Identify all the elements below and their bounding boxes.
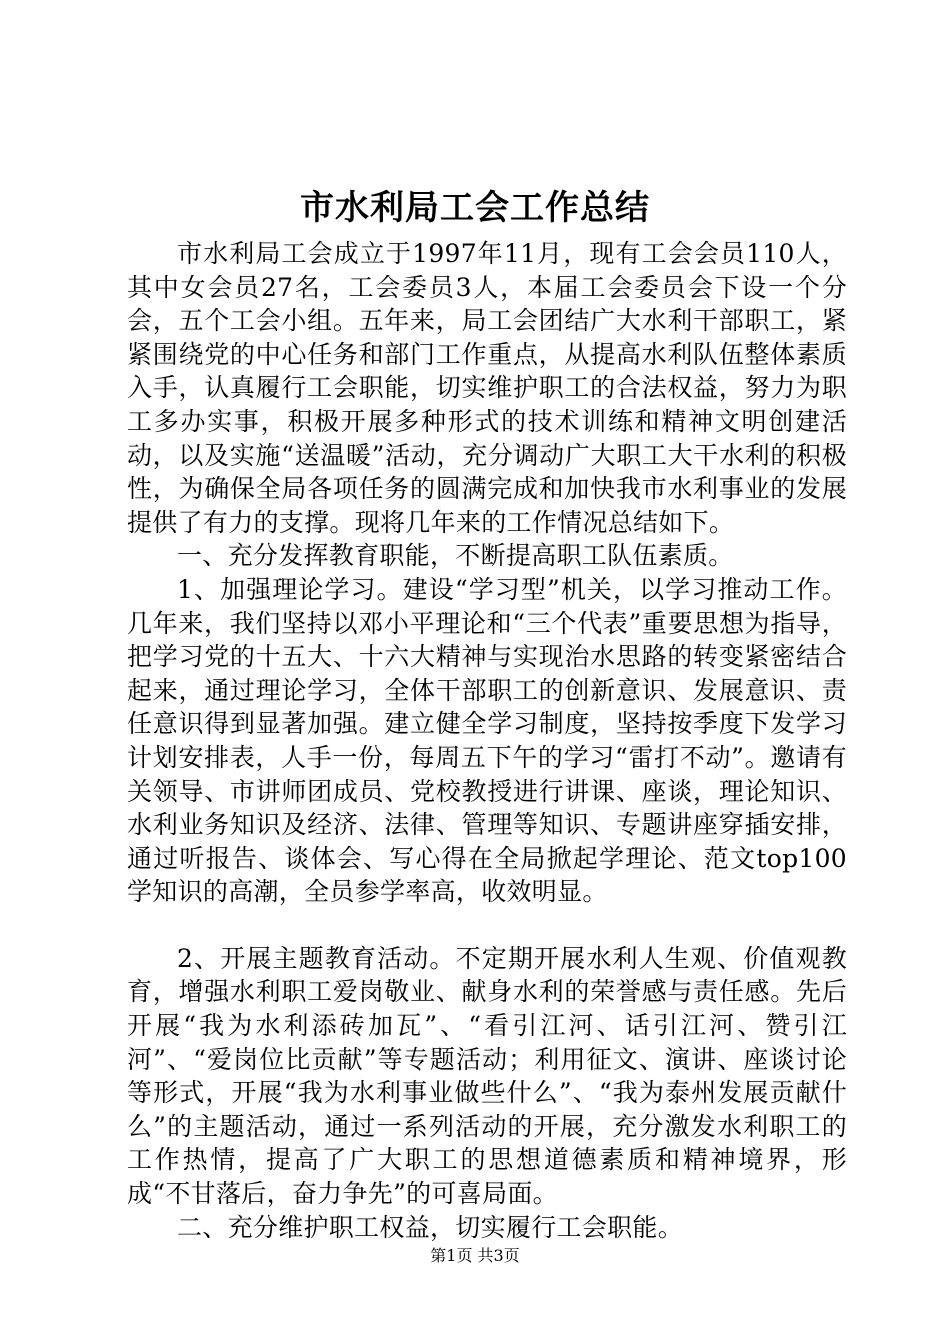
document-body — [127, 237, 847, 1244]
section-heading-1: 一、充分发挥教育职能，不断提高职工队伍素质。 — [177, 541, 734, 571]
paragraph-intro: 市水利局工会成立于1997年11月，现有工会会员110人，其中女会员27名，工会委员3人，本届工会委员会下设一个分会，五个工会小组。五年来，局工会团结广大水利干部职工，紧紧围绕党的中心任务和部门工作重点，从提高水利队伍整体素质入手，认真履行工会职能，切实维护职工的合法权益，努力为职工多办实事，积极开展多种形式的技术训练和精神文明创建活动，以及实施“送温暖”活动，充分调动广大职工大干水利的积极性，为确保全局各项任务的圆满完成和加快我市水利事业的发展提供了有力的支撑。现将几年来的工作情况总结如下。 — [127, 239, 847, 537]
document-title: 市水利局工会工作总结 — [300, 188, 650, 228]
page-footer: 第1页 共3页 — [430, 1246, 520, 1265]
paragraph-theme-education: 2、开展主题教育活动。不定期开展水利人生观、价值观教育，增强水利职工爱岗敬业、献身水利的荣誉感与责任感。先后开展“我为水利添砖加瓦”、“看引江河、话引江河、赞引江河”、“爱岗位比贡献”等专题活动；利用征文、演讲、座谈讨论等形式，开展“我为水利事业做些什么”、“我为泰州发展贡献什么”的主题活动，通过一系列活动的开展，充分激发水利职工的工作热情，提高了广大职工的思想道德素质和精神境界，形成“不甘落后，奋力争先”的可喜局面。 — [127, 943, 847, 1209]
section-heading-2: 二、充分维护职工权益，切实履行工会职能。 — [177, 1212, 684, 1242]
paragraph-theory-study: 1、加强理论学习。建设“学习型”机关，以学习推动工作。几年来，我们坚持以邓小平理论和“三个代表”重要思想为指导，把学习党的十五大、十六大精神与实现治水思路的转变紧密结合起来，通过理论学习，全体干部职工的创新意识、发展意识、责任意识得到显著加强。建立健全学习制度，坚持按季度下发学习计划安排表，人手一份，每周五下午的学习“雷打不动”。邀请有关领导、市讲师团成员、党校教授进行讲课、座谈，理论知识、水利业务知识及经济、法律、管理等知识、专题讲座穿插安排，通过听报告、谈体会、写心得在全局掀起学理论、范文top100学知识的高潮，全员参学率高，收效明显。 — [127, 574, 847, 907]
